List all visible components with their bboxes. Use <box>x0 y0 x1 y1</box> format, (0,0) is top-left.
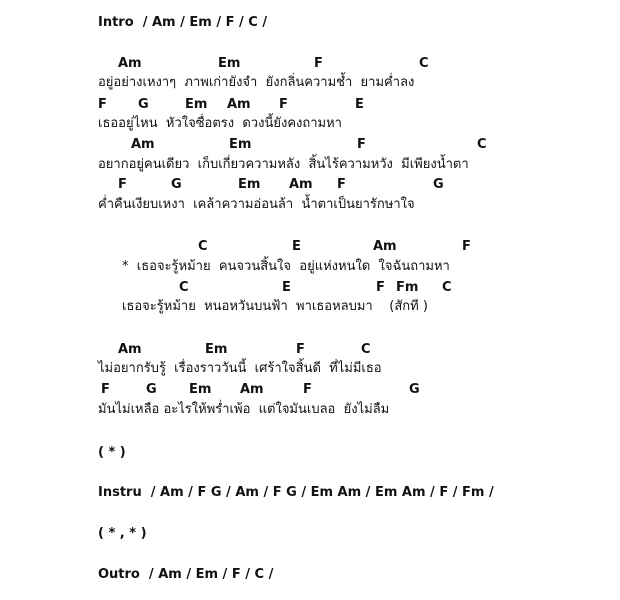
chord: Am <box>240 382 264 397</box>
chord: C <box>477 137 487 152</box>
chord: G <box>409 382 420 397</box>
chorus-lyric-1: * เธอจะรู้หม้าย คนจวนสิ้นใจ อยู่แห่งหนใด ใจฉันถามหา <box>122 259 450 274</box>
chord: F <box>337 177 346 192</box>
chord: Em <box>229 137 252 152</box>
chord: G <box>433 177 444 192</box>
chord: F <box>98 97 107 112</box>
outro-line: Outro / Am / Em / F / C / <box>98 567 274 582</box>
chord: Fm <box>396 280 419 295</box>
chord: F <box>118 177 127 192</box>
verse1-lyric-4: ค่ำคืนเงียบเหงา เคล้าความอ่อนล้า น้ำตาเป็นยารักษาใจ <box>98 197 415 212</box>
chord: F <box>314 56 323 71</box>
verse1-lyric-1: อยู่อย่างเหงาๆ ภาพเก่ายังจำ ยังกลิ่นความช้ำ ยามค่ำลง <box>98 75 415 90</box>
chord: C <box>179 280 189 295</box>
chord: C <box>198 239 208 254</box>
verse1-lyric-2: เธออยู่ไหน หัวใจซื่อตรง ดวงนี้ยังคงถามหา <box>98 116 342 131</box>
verse2-lyric-2: มันไม่เหลือ อะไรให้พร่ำเพ้อ แต่ใจมันเบลอ ยังไม่ลืม <box>98 402 390 417</box>
chord: Em <box>205 342 228 357</box>
chord: G <box>138 97 149 112</box>
chord: Em <box>189 382 212 397</box>
repeat-chorus-twice-marker: ( * , * ) <box>98 526 147 541</box>
repeat-chorus-marker: ( * ) <box>98 445 126 460</box>
chord: Am <box>118 342 142 357</box>
chord: Em <box>238 177 261 192</box>
chord: F <box>462 239 471 254</box>
chord: G <box>171 177 182 192</box>
chord: E <box>292 239 301 254</box>
chord: C <box>419 56 429 71</box>
chord: Am <box>118 56 142 71</box>
chord: F <box>357 137 366 152</box>
verse2-lyric-1: ไม่อยากรับรู้ เรื่องราววันนี้ เศร้าใจสิ้นดี ที่ไม่มีเธอ <box>98 361 382 376</box>
chord: Am <box>289 177 313 192</box>
chord: Em <box>185 97 208 112</box>
verse1-lyric-3: อยากอยู่คนเดียว เก็บเกี่ยวความหลัง สิ้นไร้ความหวัง มีเพียงน้ำตา <box>98 157 469 172</box>
intro-line: Intro / Am / Em / F / C / <box>98 15 268 30</box>
chord: F <box>101 382 110 397</box>
chord: G <box>146 382 157 397</box>
chord: Am <box>373 239 397 254</box>
chorus-lyric-2: เธอจะรู้หม้าย หนอหวันบนฟ้า พาเธอหลบมา (สักที ) <box>122 299 428 314</box>
chord: F <box>376 280 385 295</box>
chord: Am <box>131 137 155 152</box>
chord: E <box>282 280 291 295</box>
chord: F <box>279 97 288 112</box>
chord: E <box>355 97 364 112</box>
chord: Em <box>218 56 241 71</box>
chord: C <box>442 280 452 295</box>
chord: C <box>361 342 371 357</box>
chord: F <box>296 342 305 357</box>
chord: Am <box>227 97 251 112</box>
instrumental-line: Instru / Am / F G / Am / F G / Em Am / Em Am / F / Fm / <box>98 485 494 500</box>
chord: F <box>303 382 312 397</box>
